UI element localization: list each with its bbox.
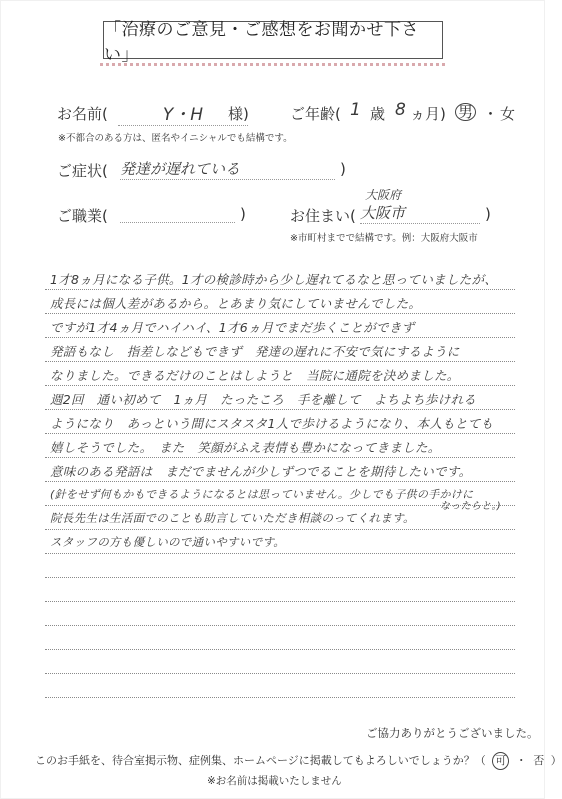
comment-rule <box>45 481 515 482</box>
symptom-close: ) <box>340 160 346 178</box>
gender-female-option: 女 <box>500 105 516 123</box>
consent-question: このお手紙を、待合室掲示物、症例集、ホームページに掲載してもよろしいでしょうか？（ <box>35 754 486 767</box>
comment-rule <box>45 337 515 338</box>
comment-line-text: 意味のある発語は まだでませんが少しずつでることを期待したいです。 <box>50 464 472 479</box>
age-years-value: 1 <box>350 100 361 120</box>
address-close: ) <box>485 205 491 223</box>
comment-rule <box>45 649 515 650</box>
comment-line-text: なりました。できるだけのことはしようと 当院に通院を決めました。 <box>50 368 460 383</box>
comment-line-text: 週2回 通い初めて 1ヵ月 たったころ 手を離して よちよち歩けれる <box>50 392 477 407</box>
symptom-value: 発達が遅れている <box>120 158 335 180</box>
comment-rule <box>45 457 515 458</box>
comment-rule <box>45 601 515 602</box>
comment-line-text: 院長先生は生活面でのことも助言していただき相談のってくれます。 <box>50 511 415 525</box>
title-divider <box>100 63 445 66</box>
comment-line-text: 発語もなし 指差しなどもできず 発達の遅れに不安で気にするように <box>50 344 460 359</box>
comment-rule <box>45 673 515 674</box>
comment-rule <box>45 361 515 362</box>
comment-rule <box>45 313 515 314</box>
comment-rule <box>45 625 515 626</box>
gender-male-circled: 男 <box>455 103 476 121</box>
comment-rule <box>45 577 515 578</box>
name-label: お名前( <box>57 105 108 123</box>
address-label: お住まい( <box>290 207 356 225</box>
name-note: ※不都合のある方は、匿名やイニシャルでも結構です。 <box>58 133 293 144</box>
consent-row <box>35 752 562 770</box>
symptom-label: ご症状( <box>57 162 108 180</box>
comment-line-text: 成長には個人差があるから。とあまり気にしていませんでした。 <box>50 296 422 311</box>
gender-male-option <box>455 103 476 121</box>
comment-rule <box>45 433 515 434</box>
age-years-unit: 歳 <box>370 105 386 123</box>
job-close: ) <box>240 205 246 223</box>
name-suffix: 様) <box>228 105 249 123</box>
name-policy-note: ※お名前は掲載いたしません <box>207 775 342 787</box>
address-note: ※市町村までで結構です。例：大阪府大阪市 <box>290 233 478 244</box>
age-label: ご年齢( <box>290 105 341 123</box>
page-title-text: 「治療のご意見・ご感想をお聞かせ下さい」 <box>104 20 419 65</box>
age-months-value: 8 <box>395 100 406 120</box>
comment-line-text: 嬉しそうでした。 また 笑顔がふえ表情も豊かになってきました。 <box>50 440 441 455</box>
comment-rule <box>45 697 515 698</box>
comment-line-text: (針をせず何もかもできるようになるとは思っていません。少しでも子供の手かけに <box>50 488 474 501</box>
comment-line-text: ようになり あっという間にスタスタ1人で歩けるようになり、本人もとても <box>50 416 494 431</box>
page-title <box>103 20 443 65</box>
job-label: ご職業( <box>57 207 108 225</box>
consent-close: ） <box>550 754 562 767</box>
comment-rule <box>45 409 515 410</box>
comment-rule <box>45 553 515 554</box>
gender-separator: ・ <box>483 105 499 123</box>
comment-overflow-note: なったらと。) <box>440 501 502 512</box>
thanks-text: ご協力ありがとうございました。 <box>366 726 539 740</box>
consent-yes-option: 可 <box>492 752 509 770</box>
address-city-value: 大阪市 <box>360 202 480 224</box>
comment-line-text: ですが1才4ヵ月でハイハイ、1才6ヵ月でまだ歩くことができず <box>50 320 415 335</box>
comment-line-text: スタッフの方も優しいので通いやすいです。 <box>50 535 286 549</box>
comment-line-text: 1才8ヵ月になる子供。1才の検診時から少し遅れてるなと思っていましたが、 <box>50 272 498 287</box>
age-months-unit: ヵ月) <box>410 105 446 123</box>
comment-rule <box>45 289 515 290</box>
consent-separator: ・ <box>515 754 527 767</box>
consent-no-option: 否 <box>533 754 545 767</box>
job-value-line <box>120 222 235 223</box>
address-prefecture-value: 大阪府 <box>365 188 402 202</box>
comment-rule <box>45 529 515 530</box>
comment-rule <box>45 385 515 386</box>
name-value: Y・H <box>118 100 248 126</box>
